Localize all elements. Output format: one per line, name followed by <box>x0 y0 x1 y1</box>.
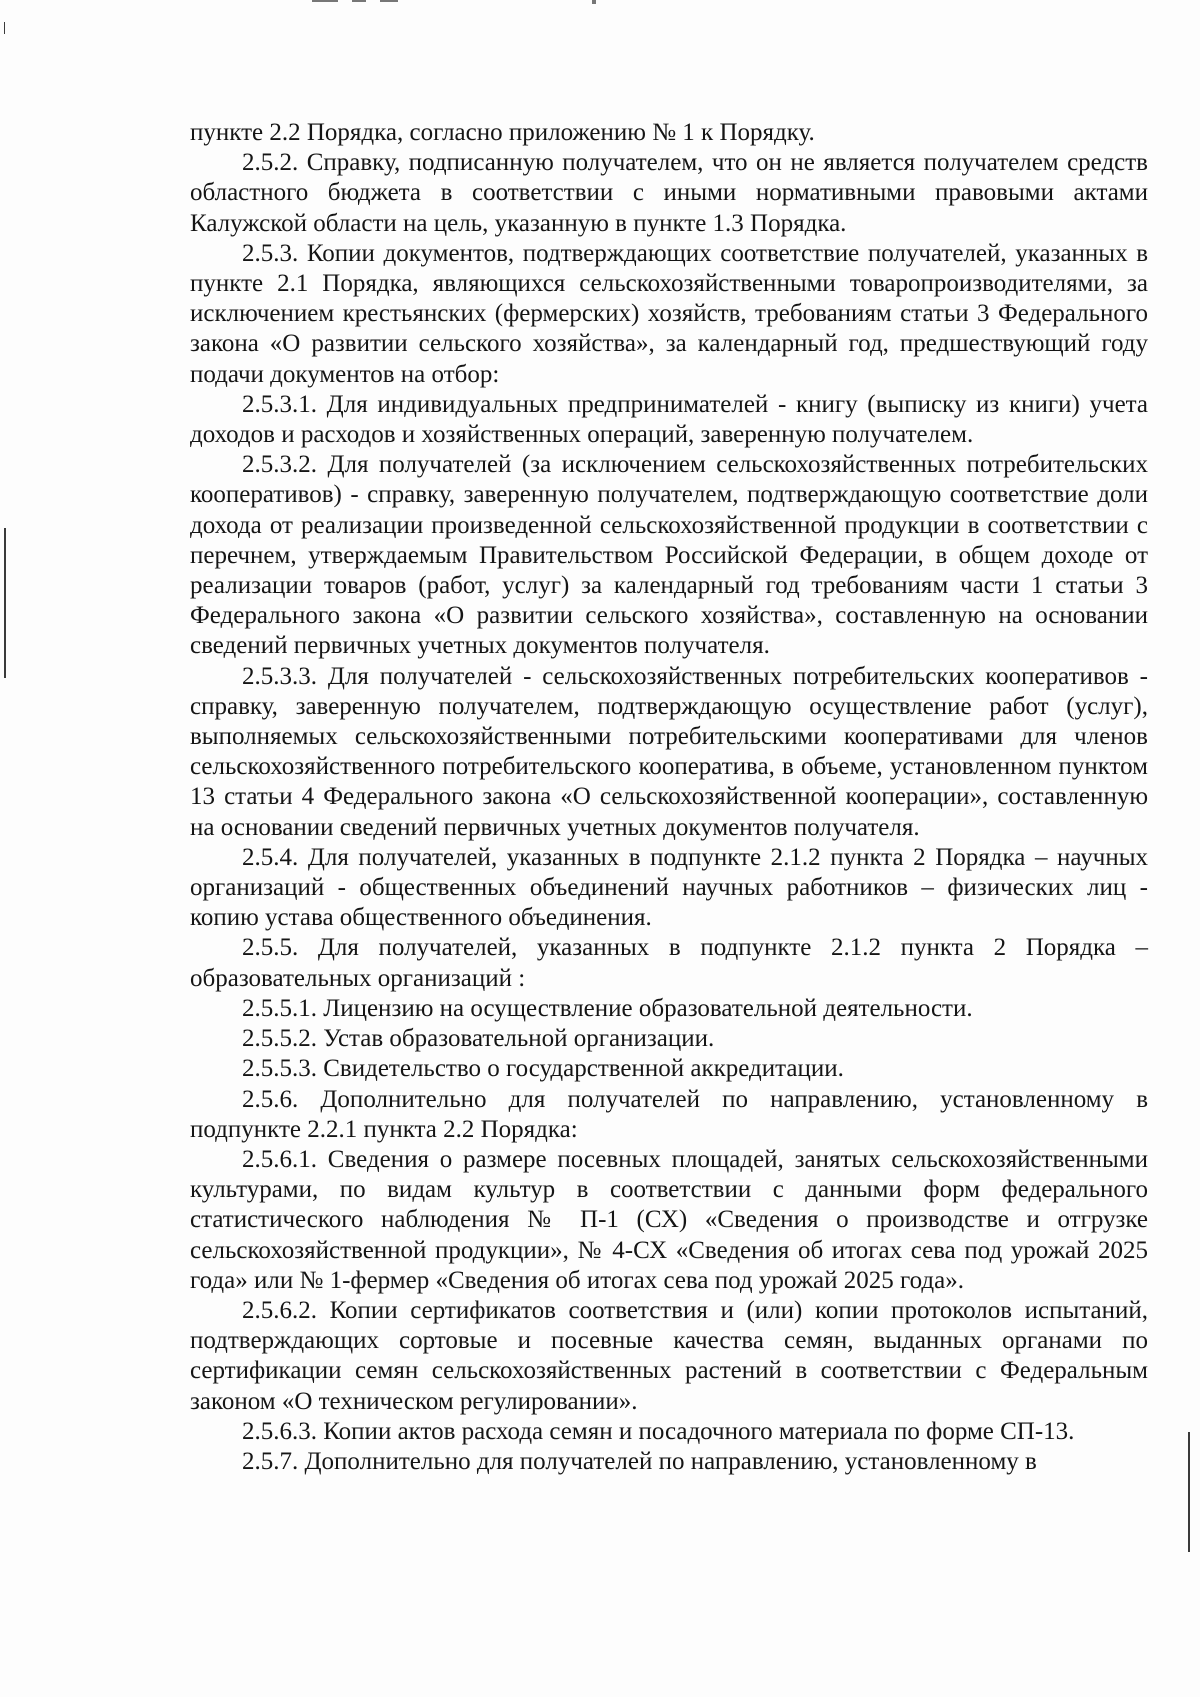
document-body <box>190 118 1148 1477</box>
paragraph-continuation: пункте 2.2 Порядка, согласно приложению № 1 к Порядку. <box>190 119 815 146</box>
paragraph-2-5-5: 2.5.5. Для получателей, указанных в подпункте 2.1.2 пункта 2 Порядка – образовательных организаций : <box>190 934 1148 992</box>
paragraph-2-5-5-1: 2.5.5.1. Лицензию на осуществление образовательной деятельности. <box>242 994 973 1022</box>
scan-artifact <box>352 0 366 2</box>
scan-margin-mark <box>1188 1432 1190 1552</box>
paragraph-2-5-7: 2.5.7. Дополнительно для получателей по направлению, установленному в <box>242 1447 1037 1475</box>
paragraph-2-5-6-3: 2.5.6.3. Копии актов расхода семян и посадочного материала по форме СП-13. <box>242 1417 1075 1445</box>
scan-artifact <box>312 0 338 2</box>
paragraph-2-5-5-3: 2.5.5.3. Свидетельство о государственной аккредитации. <box>242 1055 844 1083</box>
paragraph-2-5-3-1: 2.5.3.1. Для индивидуальных предпринимателей - книгу (выписку из книги) учета доходов и расходов и хозяйственных операций, заверенную получателем. <box>190 390 1148 449</box>
scan-margin-mark <box>4 528 6 678</box>
scan-margin-mark <box>4 22 5 34</box>
scan-artifact <box>380 0 398 2</box>
paragraph-2-5-5-2: 2.5.5.2. Устав образовательной организации. <box>242 1025 715 1053</box>
paragraph-2-5-3: 2.5.3. Копии документов, подтверждающих соответствие получателей, указанных в пункте 2.1 Порядка, являющихся сельскохозяйственными товаропроизводителями, за исключением крестьянских (фермерских) хозяйств, требованиям статьи 3 Федерального закона «О развитии сельского хозяйства», за календарный год, предшествующий году подачи документов на отбор: <box>190 239 1148 388</box>
paragraph-2-5-3-3: 2.5.3.3. Для получателей - сельскохозяйственных потребительских кооперативов - справку, заверенную получателем, подтверждающую осуществление работ (услуг), выполняемых сельскохозяйственными потребительскими кооперативами для членов сельскохозяйственного потребительского кооператива, в объеме, установленном пунктом 13 статьи 4 Федерального закона «О сельскохозяйственной кооперации», составленную на основании сведений первичных учетных документов получателя. <box>190 662 1148 841</box>
paragraph-2-5-6-2: 2.5.6.2. Копии сертификатов соответствия и (или) копии протоколов испытаний, подтверждающих сортовые и посевные качества семян, выданных органами по сертификации семян сельскохозяйственных растений в соответствии с Федеральным законом «О техническом регулировании». <box>190 1296 1148 1415</box>
paragraph-2-5-4: 2.5.4. Для получателей, указанных в подпункте 2.1.2 пункта 2 Порядка – научных организаций - общественных объединений научных работников – физических лиц - копию устава общественного объединения. <box>190 843 1148 932</box>
paragraph-2-5-6-1: 2.5.6.1. Сведения о размере посевных площадей, занятых сельскохозяйственными культурами, по видам культур в соответствии с данными форм федерального статистического наблюдения № П-1 (СХ) «Сведения о производстве и отгрузке сельскохозяйственной продукции», № 4-СХ «Сведения об итогах сева под урожай 2025 года» или № 1-фермер «Сведения об итогах сева под урожай 2025 года». <box>190 1145 1148 1294</box>
paragraph-2-5-2: 2.5.2. Справку, подписанную получателем, что он не является получателем средств областного бюджета в соответствии с иными нормативными правовыми актами Калужской области на цель, указанную в пункте 1.3 Порядка. <box>190 149 1148 237</box>
scan-artifact <box>592 0 596 4</box>
paragraph-2-5-6: 2.5.6. Дополнительно для получателей по направлению, установленному в подпункте 2.2.1 пункта 2.2 Порядка: <box>190 1085 1148 1143</box>
paragraph-2-5-3-2: 2.5.3.2. Для получателей (за исключением сельскохозяйственных потребительских кооперативов) - справку, заверенную получателем, подтверждающую соответствие доли дохода от реализации произведенной сельскохозяйственной продукции в соответствии с перечнем, утверждаемым Правительством Российской Федерации, в общем доходе от реализации товаров (работ, услуг) за календарный год требованиям части 1 статьи 3 Федерального закона «О развитии сельского хозяйства», составленную на основании сведений первичных учетных документов получателя. <box>190 451 1148 660</box>
